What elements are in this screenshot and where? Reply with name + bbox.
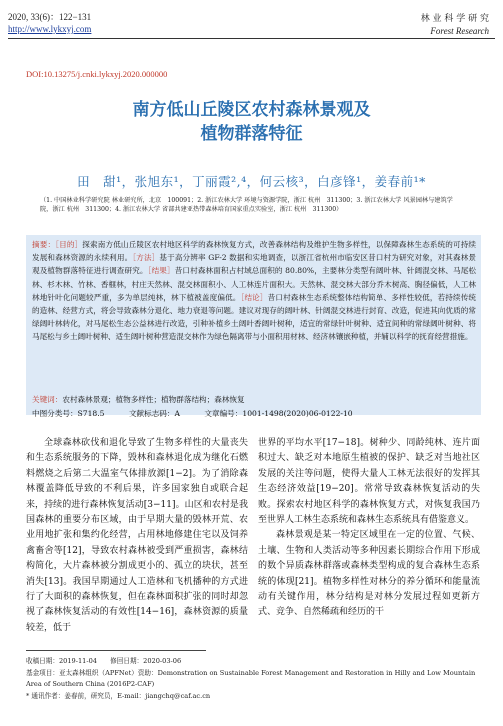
body-column-right <box>258 436 480 621</box>
journal-url-link[interactable]: http://www.lykxyj.com <box>8 24 92 34</box>
conclusion-label: 结论 <box>244 292 260 302</box>
keywords <box>32 393 476 406</box>
journal-citation: 2020, 33(6)：122−131 <box>8 12 92 22</box>
abstract-label: 摘要： <box>32 240 56 249</box>
clc-number: 中图分类号：S718.5 <box>32 409 105 418</box>
footnotes <box>26 656 486 702</box>
article-title-line1: 南方低山丘陵区农村森林景观及 <box>132 100 371 120</box>
abstract: 摘要：［目的］探索南方低山丘陵区农村地区科学的森林恢复方式，改善森林结构及维护生物多样性，以保障森林生态系统的可持续发展和森林资源的永续利用。［方法］基于高分辨率 GF-2 数据和实地调查，以浙江省杭州市临安区昔口村为研究对象，对其森林景观及植物群落特征进行调查研究。［结果］昔口村森林面积占村域总面积的 80.80%，主要林分类型有阔叶林、针阔混交林、马尾松林、杉木林、竹林、香榧林，村庄天然林、混交林面积小、人工林连片面积大。天然林、混交林大部分乔木树高、胸径偏低，人工林林地针叶化问题较严重，多为单层纯林，林下植被盖度偏低。［结论］昔口村森林生态系统整体结构简单、多样性较低，若持续传统的造林、经营方式，将会导致森林分退化、地力衰退等问题。建议对现存的阔叶林、针阔混交林进行封育、改造，促进其向优质的常绿阔叶林转化，对马尾松生态公益林进行改造，引种补植乡土阔叶香阔叶树种，适宜的常绿针叶树种、适宜间种的常绿阔叶树种、将马尾松与乡土阔叶树种、适生阔叶树种营造混交林作为绿色隔离带与小面积用材林、经济林镶嵌种植，并辅以科学的抚育经营措施。 <box>32 240 477 342</box>
journal-name-cn: 林 业 科 学 研 究 <box>420 14 489 24</box>
journal-citation-block <box>8 11 91 35</box>
result-label: 结果 <box>151 266 167 276</box>
author-affiliations: （1. 中国林业科学研究院 林业研究所，北京 100091；2. 浙江农林大学 环境与资源学院，浙江 杭州 311300；3. 浙江农林大学 风景园林与建筑学院，浙江 杭州 311300；4. 浙江农林大学 省部共建亚热带森林培育国家重点实验室，浙江 杭州 311300） <box>40 197 453 213</box>
author-list: 田 甜¹，张旭东¹，丁丽霞²,⁴，何云核³，白彦锋¹，姜春前¹* <box>77 174 426 189</box>
article-number: 文章编号：1001-1498(2020)06-0122-10 <box>204 409 353 418</box>
article-title-line2: 植物群落特征 <box>200 124 303 144</box>
header-divider <box>8 38 495 39</box>
objective-label: 目的 <box>59 240 75 249</box>
classification-line <box>32 408 476 419</box>
body-paragraph: 全球森林砍伐和退化导致了生物多样性的大量丧失和生态系统服务的下降，毁林和森林退化成为继化石燃料燃烧之后第二大温室气体排放源[1−2]。为了消除森林覆盖降低导致的不利后果，许多国家独自或联合起来，持续的进行森林恢复活动[3−11]。山区和农村是我国森林的重要分布区域，由于早期大量的毁林开荒、农业用地扩张和集约化经营，占用林地修建住宅以及饲养禽畜舍等[12]，导致农村森林被受到严重损害，森林结构简化，大片森林被分割成更小的、孤立的块状，甚至消失[13]。我国早期通过人工造林和飞机播种的方式进行了大面积的森林恢复，但在森林面积扩张的同时却忽视了森林恢复活动的有效性[14−16]，森林资源的质量较差，低于 <box>26 438 248 633</box>
abstract-method: 基于高分辨率 GF-2 数据和实地调查，以浙江省杭州市临安区昔口村为研究对象，对其森林景观及植物群落特征进行调查研究。 <box>32 253 477 276</box>
abstract-result: 昔口村森林面积占村域总面积的 80.80%，主要林分类型有阔叶林、针阔混交林、马尾松林、杉木林、竹林、香榧林，村庄天然林、混交林面积小、人工林连片面积大。天然林、混交林大部分乔木树高、胸径偏低，人工林林地针叶化问题较严重，多为单层纯林，林下植被盖度偏低。 <box>32 266 477 302</box>
document-code: 文献标志码：A <box>128 409 180 418</box>
abstract-conclusion: 昔口村森林生态系统整体结构简单、多样性较低，若持续传统的造林、经营方式，将会导致森林分退化、地力衰退等问题。建议对现存的阔叶林、针阔混交林进行封育、改造，促进其向优质的常绿阔叶林转化，对马尾松生态公益林进行改造，引种补植乡土阔叶香阔叶树种，适宜的常绿针叶树种、适宜间种的常绿阔叶树种、将马尾松与乡土阔叶树种、适生阔叶树种营造混交林作为绿色隔离带与小面积用材林、经济林镶嵌种植，并辅以科学的抚育经营措施。 <box>32 292 477 342</box>
keywords-label: 关键词： <box>32 395 63 404</box>
keywords-text: 农村森林景观；植物多样性；植物群落结构；森林恢复 <box>62 395 245 404</box>
funding-note: 基金项目：亚太森林组织（APFNet）资助：Demonstration on Sustainable Forest Management and Restoration in Hilly and Low Mountain Area of Southern China (2016P2-CAF) <box>26 668 476 688</box>
method-label: 方法 <box>136 253 152 263</box>
body-column-left <box>26 436 248 636</box>
body-paragraph: 世界的平均水平[17−18]。树种少、同龄纯林、连片面积过大、缺乏对本地原生植被的保护、缺乏对当地社区发展的关注等问题，使得大量人工林无法很好的发挥其生态经济效益[19−20]。常常导致森林恢复活动的失败。探索农村地区科学的森林恢复方式，对恢复我国乃至世界人工林生态系统和森林生态系统具有借鉴意义。 <box>258 438 480 526</box>
journal-name-en: Forest Research <box>430 26 489 36</box>
doi-link[interactable]: DOI:10.13275/j.cnki.lykxyj.2020.000000 <box>26 69 168 79</box>
journal-name-block <box>421 13 489 37</box>
abstract-objective: 探索南方低山丘陵区农村地区科学的森林恢复方式，改善森林结构及维护生物多样性，以保障森林生态系统的可持续发展和森林资源的永续利用。 <box>32 240 477 263</box>
article-title <box>0 98 503 146</box>
corresponding-author: * 通讯作者：姜春前，研究员，E-mail：jiangchq@caf.ac.cn <box>26 691 211 700</box>
footnote-divider <box>26 650 206 651</box>
received-dates: 收稿日期：2019-11-04 修回日期：2020-03-06 <box>26 657 182 665</box>
body-paragraph: 森林景观是某一特定区域里在一定的位置、气候、土壤、生物和人类活动等多种因素长期综合作用下形成的数个异质森林群落或森林类型构成的复合森林生态系统的体现[21]。植物多样性对林分的养分循环和能量流动有关键作用，林分结构是对林分发展过程如更新方式、竞争、自然稀疏和经历的干 <box>258 530 480 618</box>
